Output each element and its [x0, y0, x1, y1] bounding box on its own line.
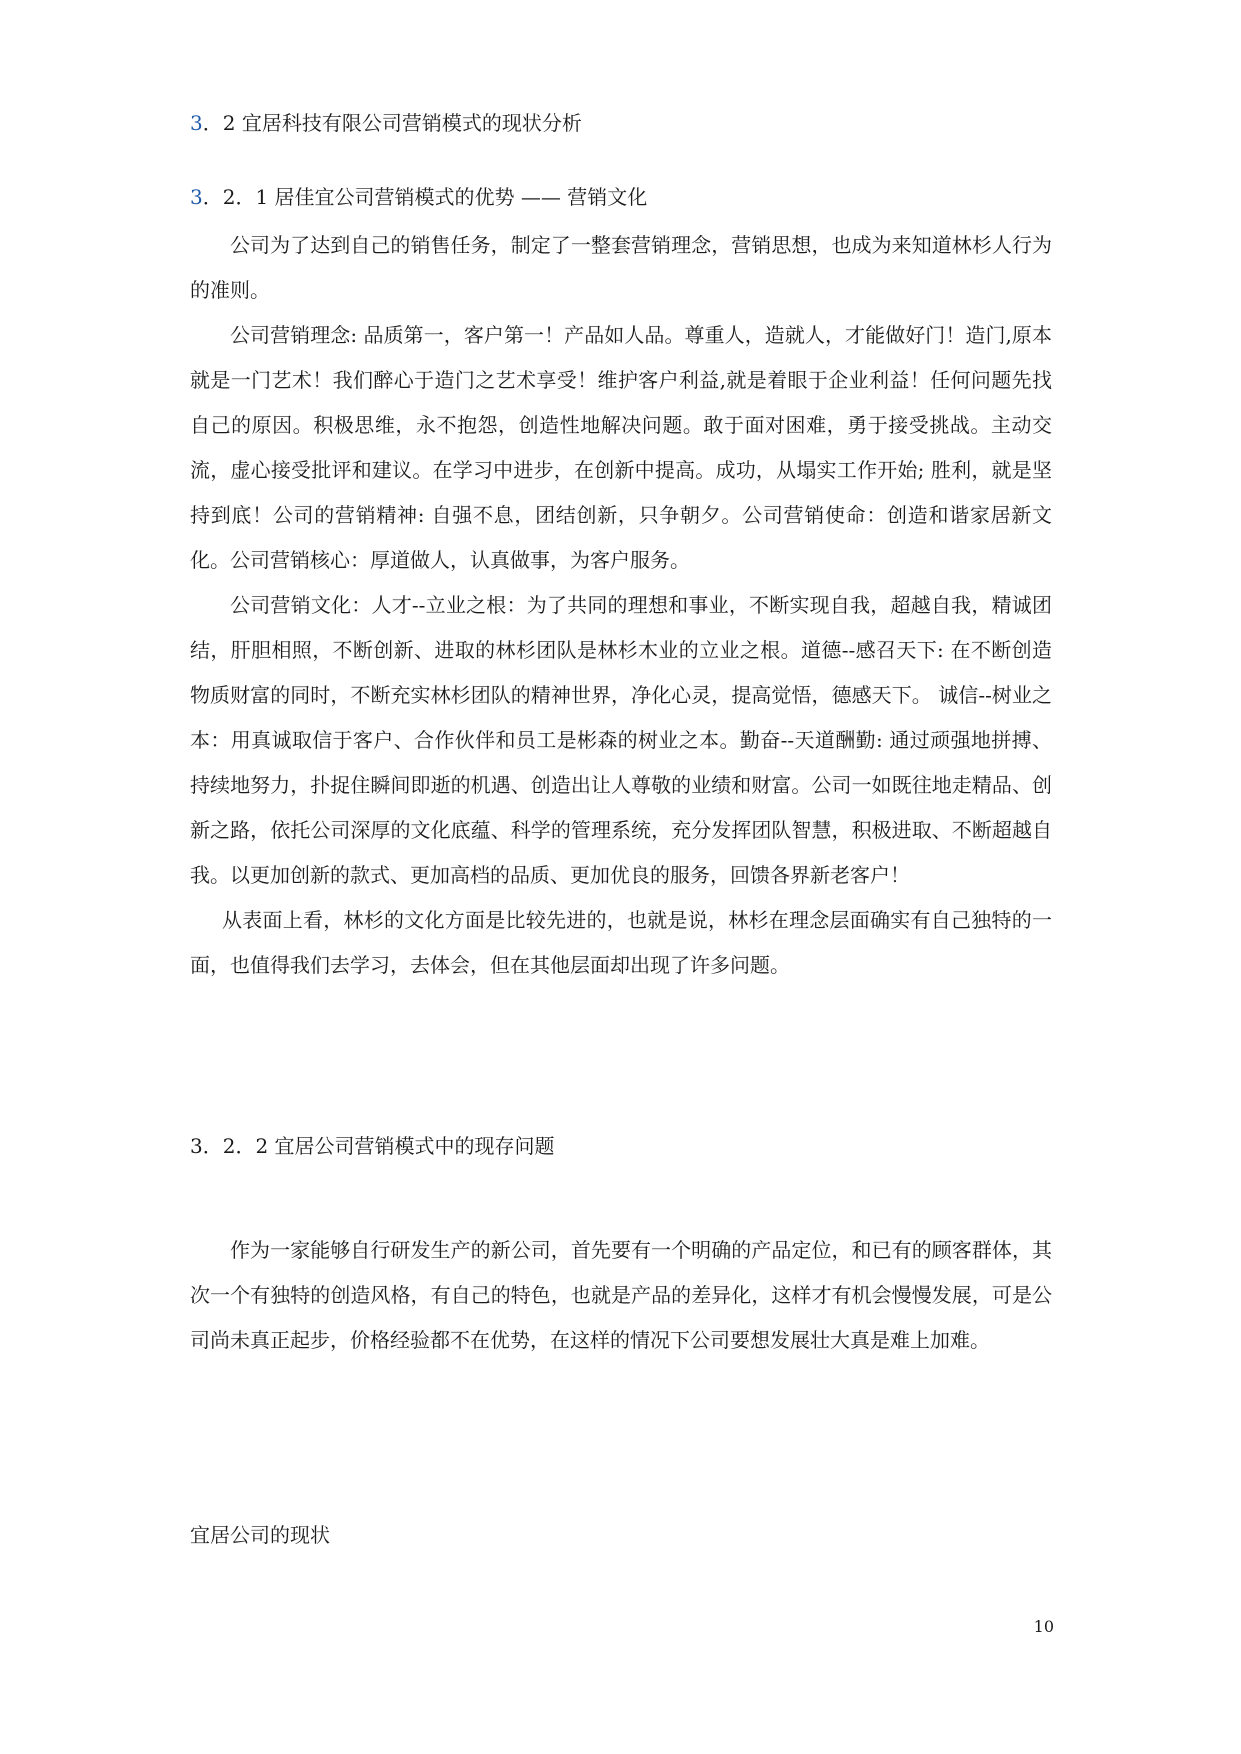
section-heading-3-2-1 — [190, 182, 647, 212]
section-number-accent: 3 — [190, 111, 203, 135]
paragraph-conclusion: 从表面上看，林杉的文化方面是比较先进的，也就是说，林杉在理念层面确实有自己独特的一面，也值得我们去学习，去体会，但在其他层面却出现了许多问题。 — [190, 908, 1052, 977]
section-number-rest: ．2．1 — [202, 185, 269, 209]
section-number-accent: 3 — [190, 185, 203, 209]
paragraph-marketing-philosophy: 公司营销理念: 品质第一，客户第一！产品如人品。尊重人，造就人，才能做好门！造门,原本就是一门艺术！我们醉心于造门之艺术享受！维护客户利益,就是着眼于企业利益！任何问题先找自己的原因。积极思维，永不抱怨，创造性地解决问题。敢于面对困难，勇于接受挑战。主动交流，虚心接受批评和建议。在学习中进步，在创新中提高。成功，从塌实工作开始; 胜利，就是坚持到底！公司的营销精神: 自强不息，团结创新，只争朝夕。公司营销使命：创造和谐家居新文化。公司营销核心：厚道做人，认真做事，为客户服务。 — [190, 323, 1052, 572]
section-heading-3-2 — [190, 108, 582, 138]
paragraph-current-problems: 作为一家能够自行研发生产的新公司，首先要有一个明确的产品定位，和已有的顾客群体，其次一个有独特的创造风格，有自己的特色，也就是产品的差异化，这样才有机会慢慢发展，可是公司尚未真正起步，价格经验都不在优势，在这样的情况下公司要想发展壮大真是难上加难。 — [190, 1238, 1052, 1352]
body-text-block-1 — [190, 223, 1052, 988]
section-title: 居佳宜公司营销模式的优势 —— 营销文化 — [268, 185, 648, 209]
paragraph-sales-goals: 公司为了达到自己的销售任务，制定了一整套营销理念，营销思想，也成为来知道林杉人行为的准则。 — [190, 233, 1052, 302]
section-heading-3-2-2 — [190, 1131, 555, 1161]
section-title: 3．2．2 宜居公司营销模式中的现存问题 — [190, 1134, 555, 1158]
section-title: 宜居科技有限公司营销模式的现状分析 — [235, 111, 582, 135]
body-text-block-2 — [190, 1228, 1052, 1363]
page-number: 10 — [1033, 1617, 1054, 1636]
section-number-rest: ．2 — [202, 111, 236, 135]
subheading-text: 宜居公司的现状 — [190, 1523, 330, 1547]
paragraph-marketing-culture: 公司营销文化：人才--立业之根：为了共同的理想和事业，不断实现自我，超越自我，精诚团结，肝胆相照，不断创新、进取的林杉团队是林杉木业的立业之根。道德--感召天下: 在不断创造物质财富的同时，不断充实林杉团队的精神世界，净化心灵，提高觉悟，德感天下。 诚信--树业之本：用真诚取信于客户、合作伙伴和员工是彬森的树业之本。勤奋--天道酬勤: 通过顽强地拼搏、持续地努力，扑捉住瞬间即逝的机遇、创造出让人尊敬的业绩和财富。公司一如既往地走精品、创新之路，依托公司深厚的文化底蕴、科学的管理系统，充分发挥团队智慧，积极进取、不断超越自我。以更加创新的款式、更加高档的品质、更加优良的服务，回馈各界新老客户！ — [190, 593, 1052, 887]
subheading-company-status — [190, 1520, 330, 1550]
